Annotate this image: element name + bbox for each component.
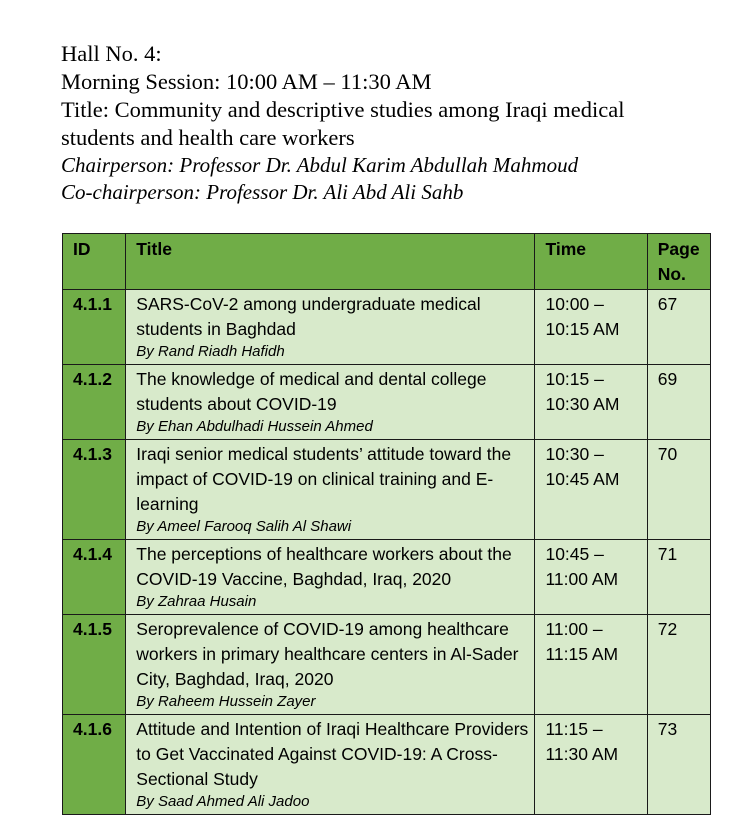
row-id: 4.1.2: [63, 365, 126, 440]
time-start: 10:15 –: [545, 369, 604, 389]
row-time-cell: [535, 540, 647, 615]
talk-author: By Raheem Hussein Zayer: [136, 693, 316, 710]
row-title-cell: [126, 615, 535, 715]
talk-title: Iraqi senior medical students’ attitude toward the impact of COVID-19 on clinical training and E-learning: [136, 444, 512, 514]
row-page: 69: [647, 365, 710, 440]
column-header-time: Time: [535, 234, 647, 290]
time-start: 11:00 –: [545, 619, 603, 639]
row-time-cell: [535, 290, 647, 365]
talk-title: Attitude and Intention of Iraqi Healthcare Providers to Get Vaccinated Against COVID-19: A Cross-Sectional Study: [136, 719, 529, 789]
row-page: 71: [647, 540, 710, 615]
time-start: 10:00 –: [545, 294, 604, 314]
session-title: Title: Community and descriptive studies among Iraqi medical students and health care workers: [61, 97, 625, 150]
table-row: [63, 540, 711, 615]
row-title-cell: [126, 365, 535, 440]
time-end: 10:30 AM: [545, 394, 620, 414]
row-id: 4.1.4: [63, 540, 126, 615]
table-row: [63, 365, 711, 440]
talk-title: Seroprevalence of COVID-19 among healthcare workers in primary healthcare centers in Al-Sader City, Baghdad, Iraq, 2020: [136, 619, 519, 689]
row-page: 73: [647, 715, 710, 815]
time-end: 11:00 AM: [545, 569, 619, 589]
row-title-cell: [126, 540, 535, 615]
time-start: 10:30 –: [545, 444, 604, 464]
row-id: 4.1.5: [63, 615, 126, 715]
talk-title: SARS-CoV-2 among undergraduate medical students in Baghdad: [136, 294, 481, 339]
talk-author: By Saad Ahmed Ali Jadoo: [136, 793, 310, 810]
row-time-cell: [535, 440, 647, 540]
time-end: 11:15 AM: [545, 644, 619, 664]
column-header-id: ID: [63, 234, 126, 290]
time-start: 10:45 –: [545, 544, 604, 564]
hall-number: Hall No. 4:: [61, 41, 162, 66]
row-page: 67: [647, 290, 710, 365]
talk-title: The perceptions of healthcare workers about the COVID-19 Vaccine, Baghdad, Iraq, 2020: [136, 544, 512, 589]
row-title-cell: [126, 290, 535, 365]
talk-author: By Rand Riadh Hafidh: [136, 343, 285, 360]
talk-author: By Ameel Farooq Salih Al Shawi: [136, 518, 352, 535]
row-page: 70: [647, 440, 710, 540]
row-title-cell: [126, 440, 535, 540]
chairperson: Chairperson: Professor Dr. Abdul Karim Abdullah Mahmoud: [61, 153, 579, 177]
column-header-page: Page No.: [647, 234, 710, 290]
co-chairperson: Co-chairperson: Professor Dr. Ali Abd Ali Sahb: [61, 180, 464, 204]
row-time-cell: [535, 365, 647, 440]
table-row: [63, 440, 711, 540]
row-id: 4.1.1: [63, 290, 126, 365]
row-time-cell: [535, 615, 647, 715]
table-header-row: [63, 234, 711, 290]
session-time: Morning Session: 10:00 AM – 11:30 AM: [61, 69, 432, 94]
row-time-cell: [535, 715, 647, 815]
table-row: [63, 615, 711, 715]
talk-author: By Zahraa Husain: [136, 593, 257, 610]
row-id: 4.1.3: [63, 440, 126, 540]
time-end: 11:30 AM: [545, 744, 619, 764]
session-header: [61, 40, 741, 206]
session-table: [62, 233, 711, 815]
column-header-title: Title: [126, 234, 535, 290]
time-start: 11:15 –: [545, 719, 603, 739]
row-title-cell: [126, 715, 535, 815]
table-row: [63, 715, 711, 815]
row-id: 4.1.6: [63, 715, 126, 815]
row-page: 72: [647, 615, 710, 715]
talk-author: By Ehan Abdulhadi Hussein Ahmed: [136, 418, 373, 435]
time-end: 10:45 AM: [545, 469, 620, 489]
talk-title: The knowledge of medical and dental college students about COVID-19: [136, 369, 487, 414]
table-row: [63, 290, 711, 365]
time-end: 10:15 AM: [545, 319, 620, 339]
